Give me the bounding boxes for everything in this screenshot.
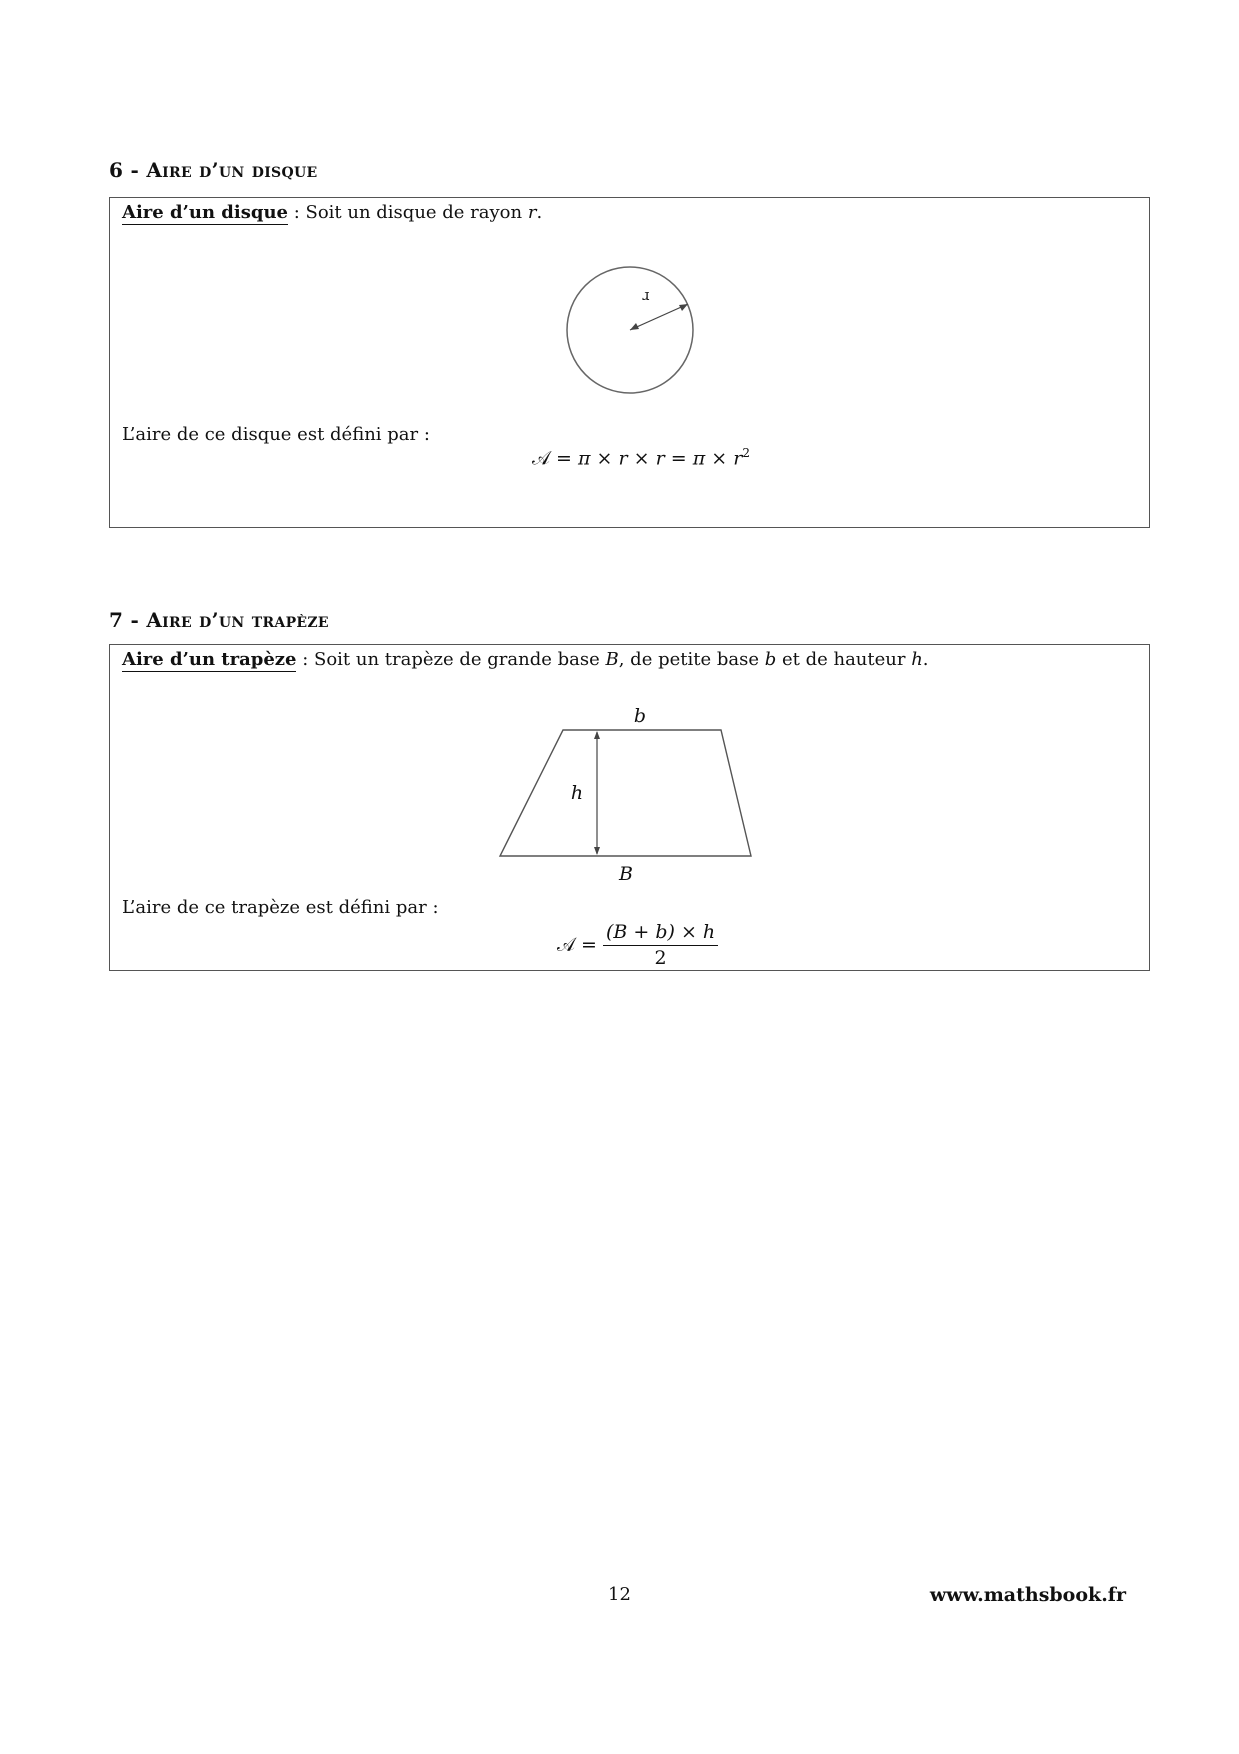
trapezoid-intro-c: et de hauteur <box>776 649 912 670</box>
disk-area-box <box>109 197 1150 528</box>
site-url: www.mathsbook.fr <box>929 1584 1126 1606</box>
radius-arrowhead-end <box>679 304 688 311</box>
formula-r: r <box>733 447 743 470</box>
disk-intro <box>122 202 542 223</box>
formula-fraction <box>603 921 718 969</box>
trapezoid-area-formula <box>557 921 718 969</box>
trapezoid-definition-line: L’aire de ce trapèze est défini par : <box>122 897 439 918</box>
formula-pi: π <box>578 447 591 470</box>
disk-intro-var: r <box>527 202 537 223</box>
trapezoid-term: Aire d’un trapèze <box>122 649 297 670</box>
label-B: B <box>619 863 633 885</box>
formula-r: r <box>655 447 665 470</box>
formula-lhs: 𝒜 = <box>557 934 597 956</box>
label-h: h <box>570 782 584 804</box>
trapezoid-var-h: h <box>911 649 923 670</box>
disk-figure <box>560 260 700 400</box>
radius-label: r <box>642 288 650 306</box>
trapezoid-var-b: b <box>764 649 777 670</box>
formula-r: r <box>618 447 628 470</box>
disk-area-formula <box>532 446 750 469</box>
disk-term: Aire d’un disque <box>122 202 288 223</box>
trapezoid-intro <box>122 649 929 670</box>
formula-eq: = <box>556 447 572 470</box>
height-arrow-top <box>594 731 600 739</box>
formula-pi: π <box>692 447 706 470</box>
formula-A: 𝒜 <box>532 447 550 470</box>
disk-definition-line: L’aire de ce disque est défini par : <box>122 424 430 445</box>
disk-intro-text: : Soit un disque de rayon <box>287 202 528 223</box>
formula-times: × <box>633 447 650 470</box>
trapezoid-var-B: B <box>605 649 619 670</box>
label-b: b <box>633 705 647 727</box>
section-7-title: 7 - Aire d’un trapèze <box>109 608 329 632</box>
formula-times: × <box>711 447 728 470</box>
section-6-title: 6 - Aire d’un disque <box>109 158 318 182</box>
radius-line <box>630 304 688 330</box>
trapezoid-area-box <box>109 644 1150 971</box>
page-number: 12 <box>608 1584 631 1605</box>
formula-exponent: 2 <box>742 446 750 460</box>
height-arrow-bottom <box>594 847 600 855</box>
trapezoid-intro-b: , de petite base <box>618 649 765 670</box>
disk-intro-end: . <box>536 202 543 223</box>
trapezoid-shape <box>500 730 751 856</box>
trapezoid-intro-a: : Soit un trapèze de grande base <box>296 649 606 670</box>
formula-eq: = <box>670 447 687 470</box>
radius-arrowhead-start <box>630 323 639 330</box>
formula-times: × <box>596 447 613 470</box>
formula-numerator: (B + b) × h <box>603 921 718 946</box>
trapezoid-figure <box>490 700 770 885</box>
formula-denominator: 2 <box>654 947 667 969</box>
trapezoid-intro-end: . <box>922 649 929 670</box>
